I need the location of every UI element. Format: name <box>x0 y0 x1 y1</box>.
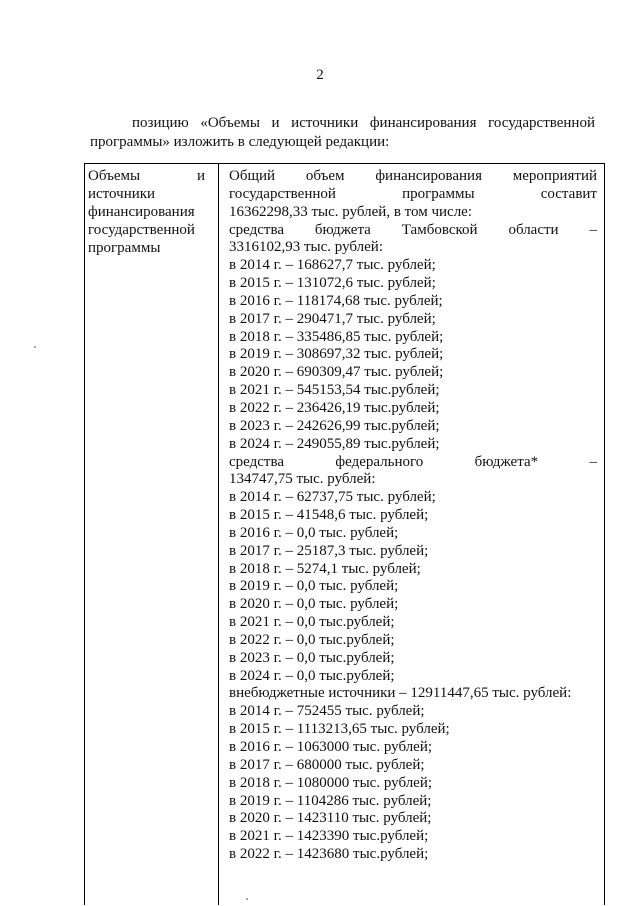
federal-budget-line: 134747,75 тыс. рублей: <box>229 471 376 488</box>
list-item: в 2014 г. – 62737,75 тыс. рублей; <box>229 489 436 506</box>
table-cell-label <box>88 168 205 258</box>
list-item: в 2018 г. – 1080000 тыс. рублей; <box>229 774 433 791</box>
intro-line: позицию «Объемы и источники финансирования государственной <box>132 115 595 131</box>
label-line: государственной <box>88 221 195 238</box>
list-item: в 2014 г. – 168627,7 тыс. рублей; <box>229 257 436 274</box>
label-line: источники <box>88 185 156 202</box>
list-item: в 2014 г. – 752455 тыс. рублей; <box>229 703 425 720</box>
intro-paragraph <box>90 114 595 152</box>
list-item: в 2017 г. – 290471,7 тыс. рублей; <box>229 310 436 327</box>
table-cell-content <box>229 168 597 864</box>
list-item: в 2022 г. – 1423680 тыс.рублей; <box>229 846 429 863</box>
federal-year-list <box>229 489 597 685</box>
list-item: в 2017 г. – 25187,3 тыс. рублей; <box>229 542 429 559</box>
federal-budget-line: средства федерального бюджета* – <box>229 453 597 470</box>
list-item: в 2020 г. – 1423110 тыс. рублей; <box>229 810 432 827</box>
extrabudget-year-list <box>229 703 597 864</box>
regional-year-list <box>229 257 597 453</box>
total-line: 16362298,33 тыс. рублей, в том числе: <box>229 203 473 220</box>
list-item: в 2015 г. – 1113213,65 тыс. рублей; <box>229 721 450 738</box>
table-column-divider <box>218 163 219 905</box>
list-item: в 2016 г. – 118174,68 тыс. рублей; <box>229 292 443 309</box>
list-item: в 2023 г. – 242626,99 тыс.рублей; <box>229 417 440 434</box>
table-right-border <box>604 163 605 905</box>
total-line: Общий объем финансирования мероприятий <box>229 168 597 184</box>
regional-budget-line: средства бюджета Тамбовской области – <box>229 221 597 238</box>
list-item: в 2019 г. – 308697,32 тыс. рублей; <box>229 346 444 363</box>
regional-budget-line: 3316102,93 тыс. рублей: <box>229 239 383 256</box>
scan-speck <box>34 346 36 348</box>
list-item: в 2022 г. – 236426,19 тыс.рублей; <box>229 399 440 416</box>
list-item: в 2020 г. – 0,0 тыс. рублей; <box>229 596 399 613</box>
label-line: финансирования <box>88 203 195 220</box>
list-item: в 2021 г. – 0,0 тыс.рублей; <box>229 614 395 631</box>
table-left-border <box>84 163 85 905</box>
list-item: в 2017 г. – 680000 тыс. рублей; <box>229 756 425 773</box>
list-item: в 2016 г. – 0,0 тыс. рублей; <box>229 524 399 541</box>
extrabudget-line: внебюджетные источники – 12911447,65 тыс. рублей: <box>229 685 572 702</box>
list-item: в 2018 г. – 5274,1 тыс. рублей; <box>229 560 421 577</box>
page-number: 2 <box>316 67 324 83</box>
list-item: в 2021 г. – 545153,54 тыс.рублей; <box>229 382 440 399</box>
list-item: в 2023 г. – 0,0 тыс.рублей; <box>229 649 395 666</box>
label-line: Объемы и <box>88 168 205 184</box>
list-item: в 2021 г. – 1423390 тыс.рублей; <box>229 828 429 845</box>
list-item: в 2020 г. – 690309,47 тыс. рублей; <box>229 364 444 381</box>
list-item: в 2015 г. – 131072,6 тыс. рублей; <box>229 275 436 292</box>
list-item: в 2019 г. – 0,0 тыс. рублей; <box>229 578 399 595</box>
list-item: в 2019 г. – 1104286 тыс. рублей; <box>229 792 432 809</box>
intro-line: программы» изложить в следующей редакции: <box>90 134 390 150</box>
scan-speck <box>246 898 248 900</box>
list-item: в 2016 г. – 1063000 тыс. рублей; <box>229 739 433 755</box>
list-item: в 2024 г. – 0,0 тыс.рублей; <box>229 667 395 684</box>
list-item: в 2024 г. – 249055,89 тыс.рублей; <box>229 435 440 452</box>
list-item: в 2018 г. – 335486,85 тыс. рублей; <box>229 328 444 345</box>
label-line: программы <box>88 239 161 256</box>
list-item: в 2015 г. – 41548,6 тыс. рублей; <box>229 507 429 524</box>
total-line: государственной программы составит <box>229 185 597 202</box>
list-item: в 2022 г. – 0,0 тыс.рублей; <box>229 631 395 648</box>
